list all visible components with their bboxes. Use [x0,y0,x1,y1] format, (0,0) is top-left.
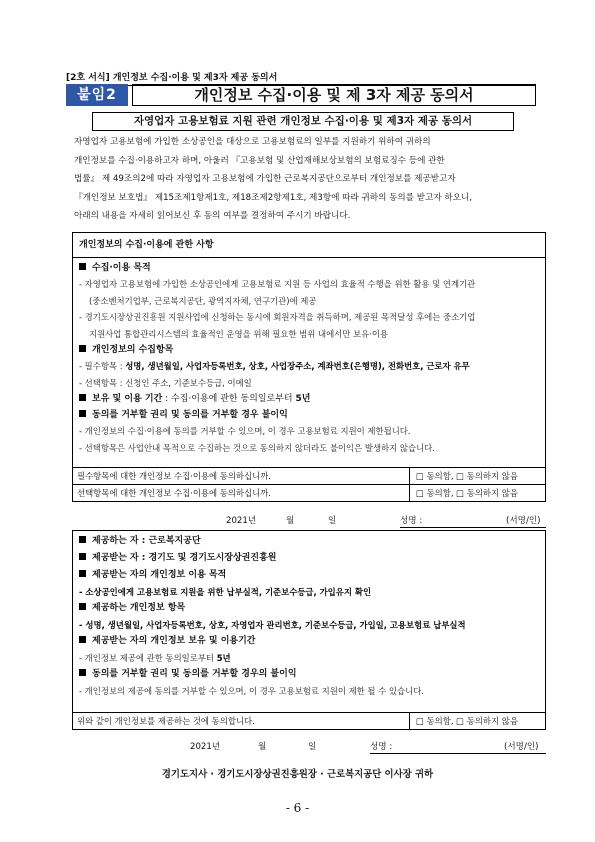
square-bullet-icon [79,570,86,577]
signature-label: 성명 : [400,516,423,526]
addressee: 경기도지사 · 경기도시장상권진흥원장 · 근로복지공단 이사장 귀하 [161,769,434,780]
items-heading: 개인정보의 수집항목 [77,342,541,358]
purpose-line: (중소벤처기업부, 근로복지공단, 광역지자체, 연구기관)에 제공 [89,295,317,306]
required-consent-checkboxes[interactable]: □ 동의함, □ 동의하지 않음 [409,468,545,485]
provision-consent-checkboxes[interactable]: □ 동의함, □ 동의하지 않음 [409,713,545,730]
refusal-heading-2: 동의를 거부할 권리 및 동의를 거부할 경우의 불이익 [77,666,541,683]
date-year: 2021년 [226,516,257,526]
refusal-heading: 동의를 거부할 권리 및 동의를 거부할 경우 불이익 [77,407,541,423]
items-heading-2: 제공하는 개인정보 항목 [77,600,541,617]
signature-hint: (서명/인) [506,516,541,526]
form-label: [2호 서식] 개인정보 수집·이용 및 제3자 제공 동의서 [66,70,536,86]
section2-content [73,531,545,699]
intro-line: 개인정보를 수집·이용하고자 하며, 아울러 『고용보험 및 산업재해보상보험의 보험료징수 등에 관한 [74,155,445,166]
square-bullet-icon [79,394,86,401]
date-signature-row-2 [72,740,546,754]
square-bullet-icon [79,553,86,560]
third-party-consent-box [72,530,546,730]
optional-consent-question: 선택항목에 대한 개인정보 수집·이용에 동의하십니까. [77,488,271,498]
square-bullet-icon [79,410,86,417]
receiver-line: 제공받는 자 : 경기도 및 경기도시장상권진흥원 [77,550,541,567]
date-year: 2021년 [190,742,221,752]
date-month: 월 [286,516,295,526]
title-row [66,84,536,106]
date-signature-row-1 [72,514,546,528]
intro-line: 『개인정보 보호법』 제15조제1항제1호, 제18조제2항제1호, 제3항에 따라 귀하의 동의를 받고자 하오니, [74,192,473,203]
square-bullet-icon [79,636,86,643]
intro-line: 자영업자 고용보험에 가입한 소상공인을 대상으로 고용보험료의 일부를 지원하기 위하여 귀하의 [74,137,431,147]
square-bullet-icon [79,345,86,352]
signature-label: 성명 : [370,742,393,752]
sub-title: 자영업자 고용보험료 지원 관련 개인정보 수집·이용 및 제3자 제공 동의서 [92,112,514,131]
intro-line: 법률』 제 49조의2에 따라 자영업자 고용보험에 가입한 근로복지공단으로부터 개인정보를 제공받고자 [74,174,456,184]
page-number: - 6 - [285,801,310,815]
purpose-heading-2: 제공받는 자의 개인정보 이용 목적 [77,567,541,584]
intro-line: 아래의 내용을 자세히 읽어보신 후 동의 여부를 결정하여 주시기 바랍니다. [74,211,351,221]
date-month: 월 [258,742,267,752]
square-bullet-icon [79,603,86,610]
optional-items-line: - 선택항목 : 신청인 주소, 기준보수등급, 이메일 [79,377,252,388]
refusal-text-2: - 개인정보의 제공에 동의를 거부할 수 있으며, 이 경우 고용보험료 지원이 제한 될 수 있습니다. [79,686,424,696]
main-title: 개인정보 수집·이용 및 제 3자 제공 동의서 [132,84,536,106]
required-consent-question: 필수항목에 대한 개인정보 수집·이용에 동의하십니까. [77,471,271,481]
purpose-line: - 경기도시장상권진흥원 지원사업에 신청하는 동시에 회원자격을 취득하며, 제공된 목적달성 후에는 중소기업 [79,312,476,322]
provider-line: 제공하는 자 : 근로복지공단 [77,533,541,550]
optional-consent-checkboxes[interactable]: □ 동의함, □ 동의하지 않음 [409,485,545,502]
purpose-text-2: - 소상공인에게 고용보험료 지원을 위한 납부실적, 기준보수등급, 가입유지 확인 [79,587,372,597]
date-day: 일 [308,742,317,752]
collection-consent-box [72,232,546,502]
purpose-line: 지원사업 통합관리시스템의 효율적인 운영을 위해 필요한 범위 내에서만 보유·이용 [89,328,389,339]
required-items-line: - 필수항목 : 성명, 생년월일, 사업자등록번호, 상호, 사업장주소, 계좌번호(은행명), 전화번호, 근로자 유무 [79,361,470,371]
date-day: 일 [328,516,337,526]
square-bullet-icon [79,536,86,543]
attachment-badge: 붙임2 [66,84,128,106]
required-consent-row [73,467,545,484]
retention-heading: 보유 및 이용 기간 : 수집·이용에 관한 동의일로부터 5년 [77,391,541,407]
items-text-2: - 성명, 생년월일, 사업자등록번호, 상호, 자영업자 관리번호, 기준보수등급, 가입일, 고용보험료 납부실적 [79,620,466,630]
retention-text-2: - 개인정보 제공에 관한 동의일로부터 5년 [79,653,231,663]
purpose-heading: 수집·이용 목적 [77,260,541,276]
square-bullet-icon [79,669,86,676]
square-bullet-icon [79,263,86,270]
intro-paragraph [74,133,544,226]
refusal-line: - 선택항목은 사업안내 목적으로 수집하는 것으로 동의하지 않더라도 불이익은 발생하지 않습니다. [79,442,435,453]
refusal-line: - 개인정보의 수집·이용에 동의를 거부할 수 있으며, 이 경우 고용보험료 지원이 제한됩니다. [79,426,411,436]
optional-consent-row [73,484,545,501]
section1-content [73,258,545,456]
provision-consent-row [73,712,545,729]
purpose-line: - 자영업자 고용보험에 가입한 소상공인에게 고용보험료 지원 등 사업의 효율적 수행을 위한 활용 및 연계기관 [79,279,476,289]
retention-heading-2: 제공받는 자의 개인정보 보유 및 이용기간 [77,633,541,650]
provision-consent-question: 위와 같이 개인정보를 제공하는 것에 동의합니다. [77,716,255,726]
section1-header: 개인정보의 수집·이용에 관한 사항 [73,233,545,258]
signature-hint: (서명/인) [504,742,539,752]
